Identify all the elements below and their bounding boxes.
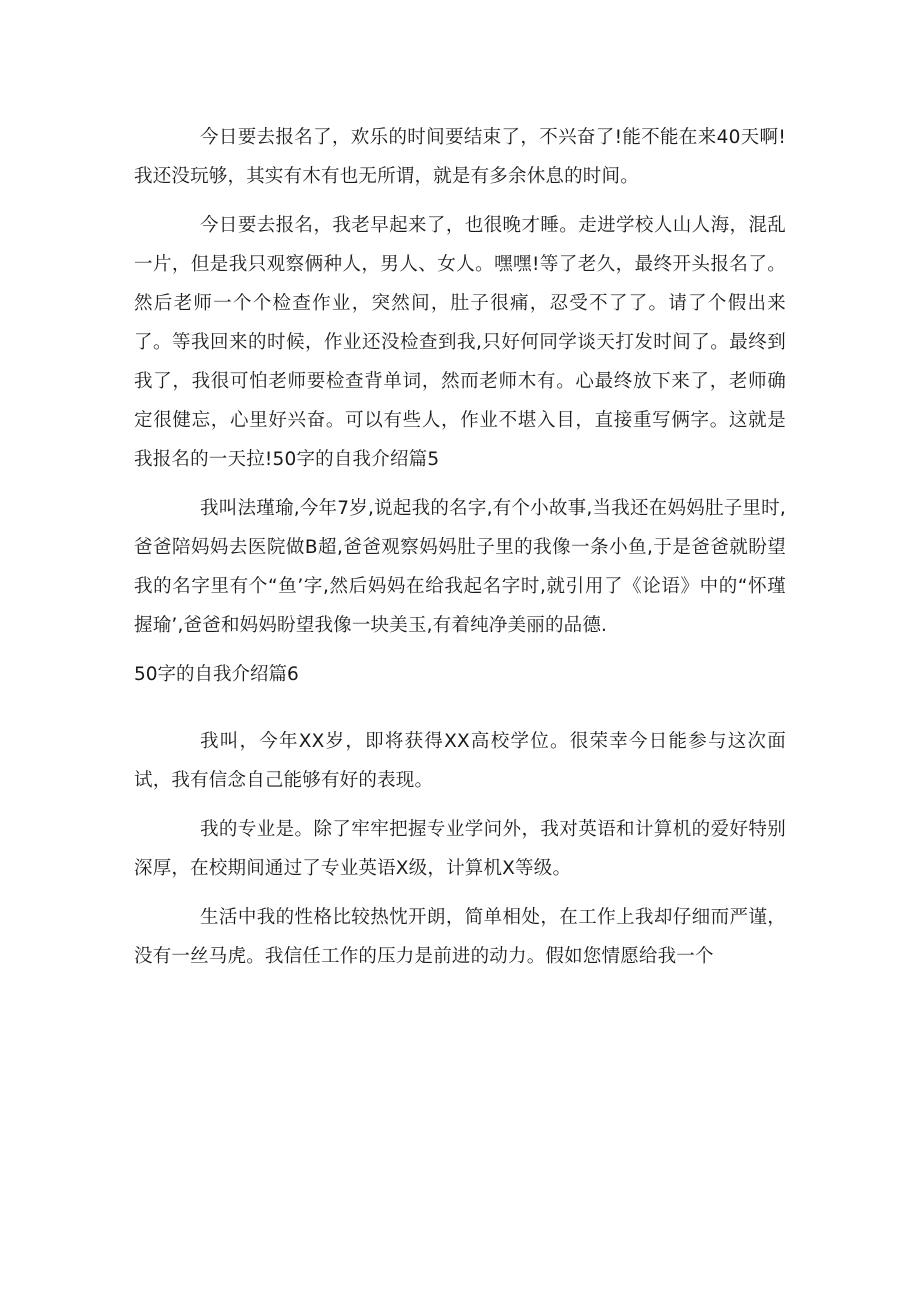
document-body — [134, 118, 786, 976]
paragraph-6: 生活中我的性格比较热忱开朗，简单相处，在工作上我却仔细而严谨，没有一丝马虎。我信任工作的压力是前进的动力。假如您情愿给我一个 — [134, 907, 786, 967]
paragraph-3: 我叫法瑾瑜,今年7岁,说起我的名字,有个小故事,当我还在妈妈肚子里时,爸爸陪妈妈去医院做B超,爸爸观察妈妈肚子里的我像一条小鱼,于是爸爸就盼望我的名字里有个“鱼’字,然后妈妈在给我起名字时,就引用了《论语》中的“怀瑾握瑜’,爸爸和妈妈盼望我像一块美玉,有着纯净美丽的品德. — [134, 498, 786, 636]
paragraph-1: 今日要去报名了，欢乐的时间要结束了，不兴奋了!能不能在来40天啊!我还没玩够，其实有木有也无所谓，就是有多余休息的时间。 — [134, 127, 786, 187]
paragraph-4: 我叫，今年XX岁，即将获得XX高校学位。很荣幸今日能参与这次面试，我有信念自己能够有好的表现。 — [134, 731, 786, 791]
paragraph-2: 今日要去报名，我老早起来了，也很晚才睡。走进学校人山人海，混乱一片，但是我只观察俩种人，男人、女人。嘿嘿!等了老久，最终开头报名了。然后老师一个个检查作业，突然间，肚子很痛，忍受不了了。请了个假出来了。等我回来的时候，作业还没检查到我,只好何同学谈天打发时间了。最终到我了，我很可怕老师要检查背单词，然而老师木有。心最终放下来了，老师确定很健忘，心里好兴奋。可以有些人，作业不堪入目，直接重写俩字。这就是我报名的一天拉!50字的自我介绍篇5 — [134, 215, 786, 470]
paragraph-5: 我的专业是。除了牢牢把握专业学问外，我对英语和计算机的爱好特别深厚，在校期间通过了专业英语X级，计算机X等级。 — [134, 819, 786, 879]
section-heading: 50字的自我介绍篇6 — [134, 664, 299, 685]
